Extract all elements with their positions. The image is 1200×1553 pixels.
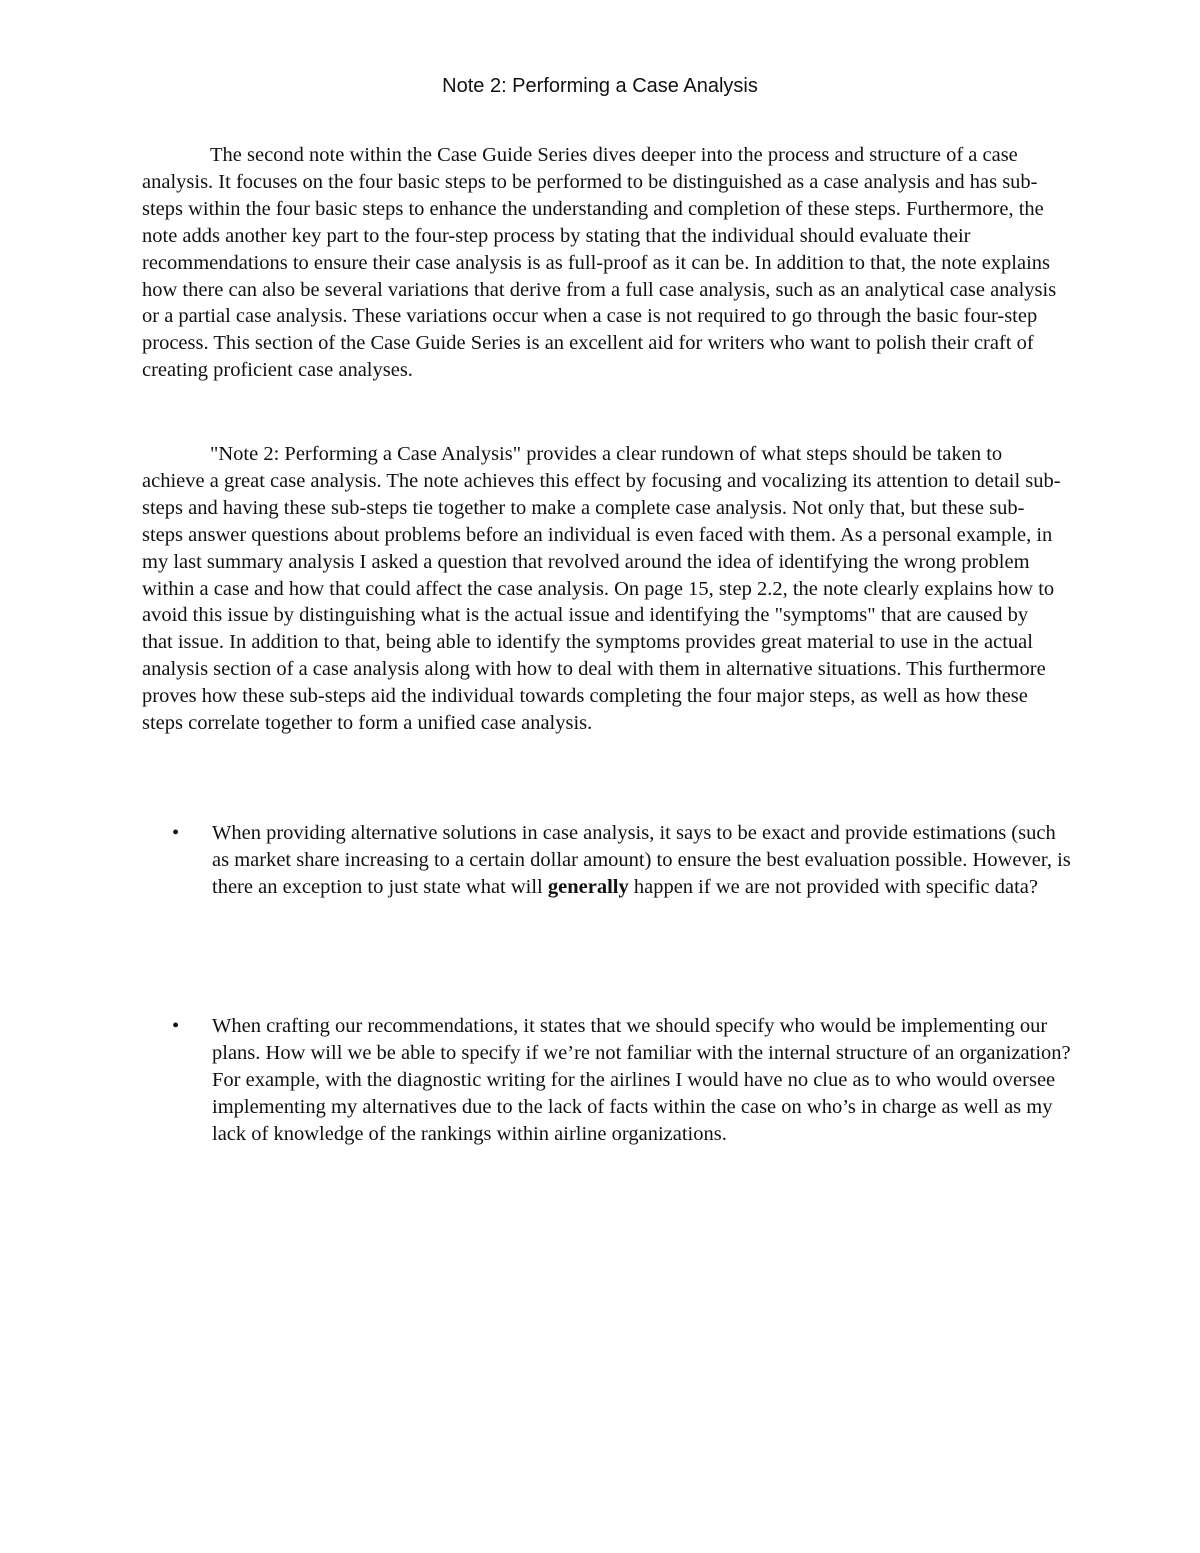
paragraph-summary: The second note within the Case Guide Series dives deeper into the process and structure of a case analysis. It focuses on the four basic steps to be performed to be distinguished as a case analysis and has sub-steps within the four basic steps to enhance the understanding and completion of these steps. Furthermore, the note adds another key part to the four-step process by stating that the individual should evaluate their recommendations to ensure their case analysis is as full-proof as it can be. In addition to that, the note explains how there can also be several variations that derive from a full case analysis, such as an analytical case analysis or a partial case analysis. These variations occur when a case is not required to go through the basic four-step process. This section of the Case Guide Series is an excellent aid for writers who want to polish their craft of creating proficient case analyses.	[142, 144, 1057, 382]
emphasized-word: generally	[547, 875, 629, 898]
question-text-part: happen if we are not provided with specific data?	[628, 875, 1039, 898]
question-text-part: When providing alternative solutions in case analysis, it says to be exact and provide estimations (such as market share increasing to a certain dollar amount) to ensure the best evaluation possible. However, is there an exception to just state what will	[212, 822, 1071, 898]
bullet-marker: •	[172, 822, 180, 844]
question-list-item	[172, 820, 1072, 901]
question-text	[212, 820, 1072, 901]
paragraph-evaluation: "Note 2: Performing a Case Analysis" provides a clear rundown of what steps should be taken to achieve a great case analysis. The note achieves this effect by focusing and vocalizing its attention to detail sub-steps and having these sub-steps tie together to make a complete case analysis. Not only that, but these sub-steps answer questions about problems before an individual is even faced with them. As a personal example, in my last summary analysis I asked a question that revolved around the idea of identifying the wrong problem within a case and how that could affect the case analysis. On page 15, step 2.2, the note clearly explains how to avoid this issue by distinguishing what is the actual issue and identifying the "symptoms" that are caused by that issue. In addition to that, being able to identify the symptoms provides great material to use in the actual analysis section of a case analysis along with how to deal with them in alternative situations. This furthermore proves how these sub-steps aid the individual towards completing the four major steps, as well as how these steps correlate together to form a unified case analysis.	[142, 443, 1061, 735]
document-title: Note 2: Performing a Case Analysis	[442, 75, 758, 97]
question-list-item	[172, 1013, 1072, 1148]
bullet-marker: •	[172, 1015, 180, 1037]
question-text: When crafting our recommendations, it states that we should specify who would be implementing our plans. How will we be able to specify if we’re not familiar with the internal structure of an organization? For example, with the diagnostic writing for the airlines I would have no clue as to who would oversee implementing my alternatives due to the lack of facts within the case on who’s in charge as well as my lack of knowledge of the rankings within airline organizations.	[212, 1015, 1071, 1145]
